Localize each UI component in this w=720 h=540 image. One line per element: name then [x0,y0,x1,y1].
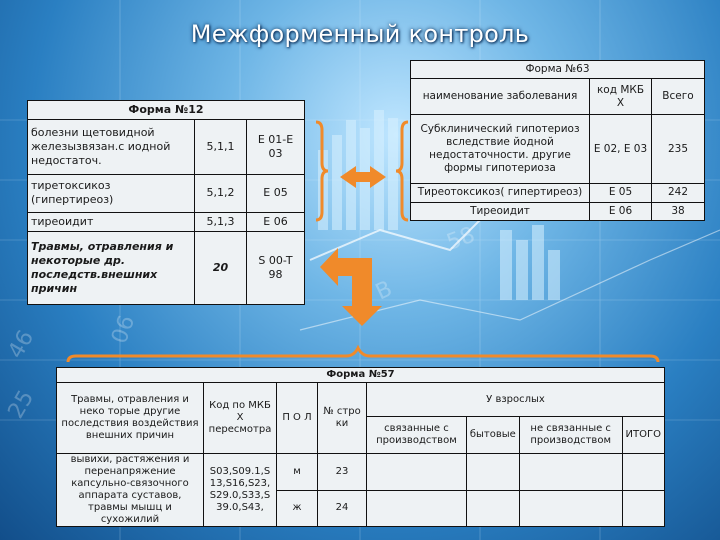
form63-row1-name: Субклинический гипотериоз вследствие йодной недостаточности. другие формы гипотериоза [411,114,590,184]
form63-row1-total: 235 [652,114,705,184]
form57-row-code: S03,S09.1,S 13,S16,S23, S29.0,S33,S 39.0,S43, [204,454,277,527]
bottom-brace [68,348,658,362]
form57-sub4: ИТОГО [622,417,664,454]
form57-row-name: вывихи, растяжения и перенапряжение капсульно-связочного аппарата суставов, травмы мышц и сухожилий [57,454,204,527]
form12-row1-line: 5,1,1 [195,120,247,175]
form63-row2-total: 242 [652,184,705,202]
right-brace [396,122,408,220]
form12-row4-name: Травмы, отравления и некоторые др. последств.внешних причин [28,231,195,304]
form57-sub1: связанные с производством [367,417,467,454]
form12-row1-name: болезни щетовидной железызвязан.с иодной недостаточ. [28,120,195,175]
form57-header-name: Травмы, отравления и неко торые другие последствия воздействия внешних причин [57,383,204,454]
form12-row3-code: Е 06 [247,212,305,231]
form63-caption: Форма №63 [411,61,705,79]
form12-row2-line: 5,1,2 [195,175,247,212]
form57-row-line-23: 23 [318,454,367,491]
page-title: Межформенный контроль [190,20,530,48]
form12-row1-code: Е 01-Е 03 [247,120,305,175]
form63-row3-code: Е 06 [590,202,652,220]
form63-header-total: Всего [652,79,705,114]
form12-row4-line: 20 [195,231,247,304]
svg-text:B: B [371,276,397,306]
form63-row3-total: 38 [652,202,705,220]
form63-row2-name: Тиреотоксикоз( гипертиреоз) [411,184,590,202]
form57-header-code: Код по МКБ Х пересмотра [204,383,277,454]
form63-row3-name: Тиреоидит [411,202,590,220]
bent-arrow-icon [320,248,382,326]
form57-row-line-24: 24 [318,490,367,527]
svg-text:46: 46 [3,326,40,363]
form63-header-name: наименование заболевания [411,79,590,114]
form63-row2-code: Е 05 [590,184,652,202]
form57-row-sex-m: м [277,454,318,491]
form12-row4-code: S 00-T 98 [247,231,305,304]
form12-row2-name: тиретоксикоз (гипертиреоз) [28,175,195,212]
form12-row2-code: Е 05 [247,175,305,212]
form63-row1-code: Е 02, Е 03 [590,114,652,184]
form57-row-sex-f: ж [277,490,318,527]
form12-row3-line: 5,1,3 [195,212,247,231]
form57-header-group: У взрослых [367,383,665,417]
form57-sub2: бытовые [466,417,519,454]
form63-header-code: код МКБ Х [590,79,652,114]
svg-text:06: 06 [107,312,141,348]
form57-header-line: № стро ки [318,383,367,454]
left-brace [316,122,328,220]
form12-caption: Форма №12 [28,101,305,120]
form12-row3-name: тиреоидит [28,212,195,231]
form57-caption: Форма №57 [57,368,665,383]
form57-sub3: не связанные с производством [519,417,622,454]
form57-header-sex: П О Л [277,383,318,454]
svg-text:58: 58 [443,222,479,256]
double-arrow-icon [340,166,386,188]
svg-text:25: 25 [3,386,40,423]
